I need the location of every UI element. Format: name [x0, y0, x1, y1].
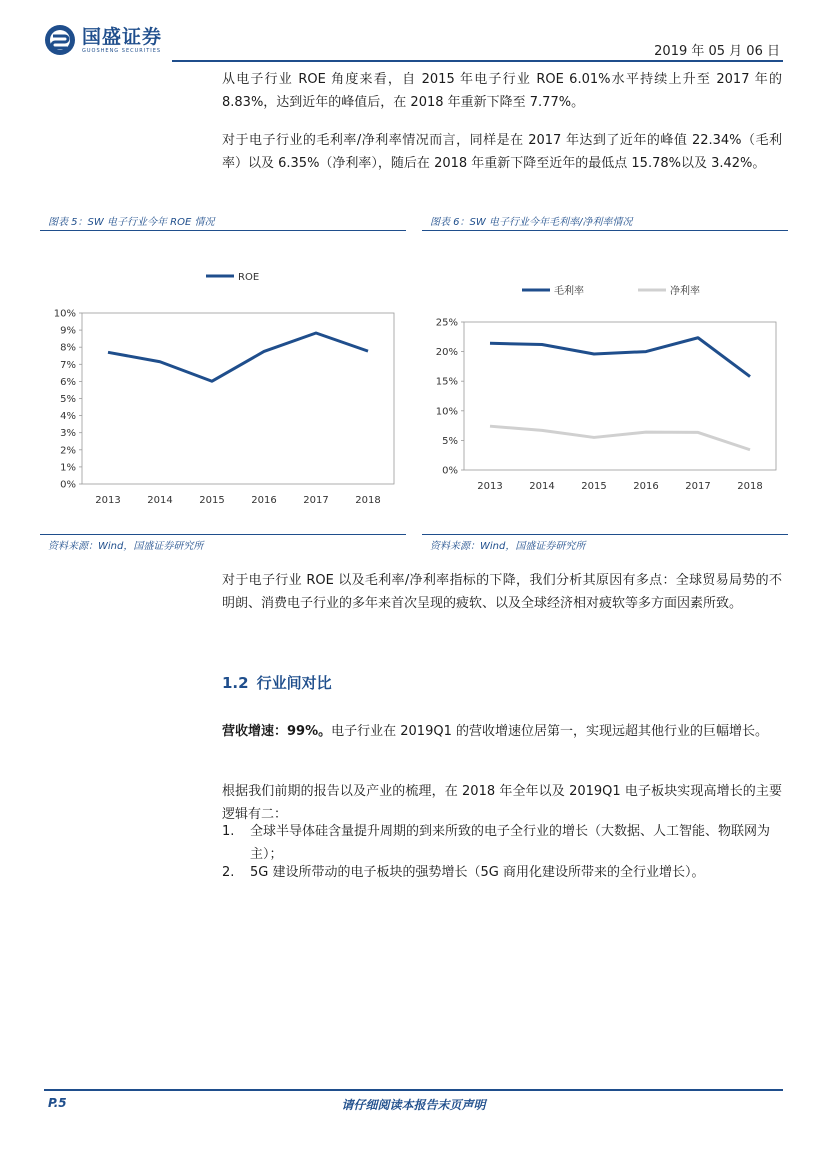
x-tick-label: 2013 [477, 481, 503, 492]
x-tick-label: 2014 [147, 495, 173, 506]
y-tick-label: 0% [60, 479, 76, 491]
footer-divider [44, 1089, 783, 1091]
list-number: 1. [222, 824, 235, 839]
legend-label: 毛利率 [554, 286, 584, 297]
page-number: P.5 [48, 1096, 67, 1110]
y-tick-label: 1% [60, 462, 76, 474]
list-number: 2. [222, 865, 235, 880]
revenue-growth-text: 电子行业在 2019Q1 的营收增速位居第一，实现远超其他行业的巨幅增长。 [331, 724, 768, 739]
guosheng-logo-icon [44, 24, 76, 56]
y-tick-label: 6% [60, 376, 76, 388]
legend-label: ROE [238, 272, 260, 283]
paragraph-margin: 对于电子行业的毛利率/净利率情况而言，同样是在 2017 年达到了近年的峰值 22.34%（毛利率）以及 6.35%（净利率），随后在 2018 年重新下降至近年的最低点 15.78%以及 3.42%。 [222, 133, 782, 171]
y-tick-label: 5% [442, 435, 458, 447]
x-tick-label: 2017 [303, 495, 329, 506]
series-line [108, 333, 368, 381]
x-tick-label: 2013 [95, 495, 121, 506]
x-tick-label: 2016 [633, 481, 659, 492]
y-tick-label: 9% [60, 325, 76, 337]
x-tick-label: 2015 [581, 481, 607, 492]
x-tick-label: 2018 [355, 495, 381, 506]
section-number: 1.2 [222, 674, 249, 692]
y-tick-label: 25% [435, 317, 458, 329]
legend-label: 净利率 [670, 286, 700, 297]
y-tick-label: 3% [60, 428, 76, 440]
chart-margin-svg [422, 250, 788, 520]
series-line [490, 426, 750, 450]
brand-name: 国盛证券 [82, 25, 163, 48]
footer-disclaimer: 请仔细阅读本报告末页声明 [341, 1098, 486, 1112]
figure-6-top-rule [422, 230, 788, 231]
paragraph-roe: 从电子行业 ROE 角度来看，自 2015 年电子行业 ROE 6.01%水平持续上升至 2017 年的 8.83%，达到近年的峰值后，在 2018 年重新下降至 7.77%。 [222, 72, 782, 110]
y-tick-label: 15% [435, 376, 458, 388]
figure-6-bottom-rule [422, 534, 788, 535]
brand-logo [44, 24, 162, 56]
plot-area [82, 313, 394, 484]
y-tick-label: 20% [435, 347, 458, 359]
chart-roe [40, 250, 406, 520]
x-tick-label: 2017 [685, 481, 711, 492]
y-tick-label: 10% [435, 406, 458, 418]
revenue-growth-label: 营收增速：99%。 [222, 724, 332, 739]
section-title: 行业间对比 [256, 674, 332, 692]
x-tick-label: 2018 [737, 481, 763, 492]
header-divider [172, 60, 783, 62]
section-heading [222, 672, 332, 693]
y-tick-label: 5% [60, 394, 76, 405]
list-text: 5G 建设所带动的电子板块的强势增长（5G 商用化建设所带来的全行业增长）。 [250, 865, 705, 880]
chart-margin [422, 250, 788, 520]
y-tick-label: 8% [60, 342, 76, 354]
y-tick-label: 4% [60, 411, 76, 423]
figure-6-caption: 图表 6：SW 电子行业今年毛利率/净利率情况 [430, 217, 633, 228]
x-tick-label: 2015 [199, 495, 225, 506]
y-tick-label: 7% [60, 359, 76, 371]
y-tick-label: 2% [60, 445, 76, 457]
brand-name-en: GUOSHENG SECURITIES [82, 47, 162, 54]
chart-roe-svg [40, 250, 406, 520]
list-item [222, 861, 782, 884]
figure-5-bottom-rule [40, 534, 406, 535]
list-item [222, 820, 782, 866]
series-line [490, 338, 750, 377]
paragraph-logic: 根据我们前期的报告以及产业的梳理，在 2018 年全年以及 2019Q1 电子板块实现高增长的主要逻辑有二： [222, 784, 782, 822]
report-date: 2019 年 05 月 06 日 [654, 44, 780, 59]
y-tick-label: 0% [442, 465, 458, 477]
y-tick-label: 10% [53, 308, 76, 320]
figure-5-source: 资料来源：Wind，国盛证券研究所 [48, 541, 204, 552]
list-text: 全球半导体硅含量提升周期的到来所致的电子全行业的增长（大数据、人工智能、物联网为主）； [250, 824, 771, 862]
paragraph-reasons: 对于电子行业 ROE 以及毛利率/净利率指标的下降，我们分析其原因有多点：全球贸易局势的不明朗、消费电子行业的多年来首次呈现的疲软、以及全球经济相对疲软等多方面因素所致。 [222, 573, 782, 611]
figure-5-top-rule [40, 230, 406, 231]
x-tick-label: 2016 [251, 495, 277, 506]
x-tick-label: 2014 [529, 481, 555, 492]
figure-5-caption: 图表 5：SW 电子行业今年 ROE 情况 [48, 217, 215, 228]
figure-6-source: 资料来源：Wind，国盛证券研究所 [430, 541, 586, 552]
paragraph-revenue-growth [222, 720, 782, 743]
